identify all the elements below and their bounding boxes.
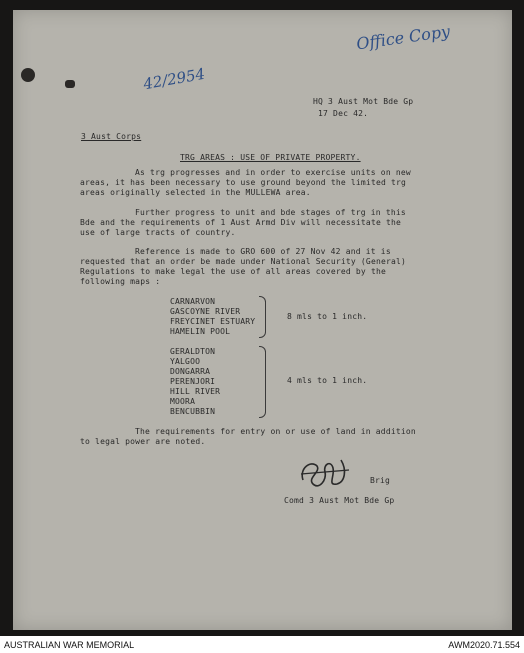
signature-title: Comd 3 Aust Mot Bde Gp xyxy=(284,496,395,505)
brace xyxy=(259,296,266,338)
map-scale-1: 8 mls to 1 inch. xyxy=(287,312,368,321)
hq-line: HQ 3 Aust Mot Bde Gp xyxy=(313,97,414,106)
signature-rank: Brig xyxy=(370,476,391,485)
addressee: 3 Aust Corps xyxy=(81,132,142,141)
office-copy-note: Office Copy xyxy=(355,21,452,54)
document-page xyxy=(13,10,512,630)
map-scale-2: 4 mls to 1 inch. xyxy=(287,376,368,385)
file-number-note: 42/2954 xyxy=(141,64,207,94)
punch-hole xyxy=(65,80,75,88)
map-group-2: GERALDTON YALGOO DONGARRA PERENJORI HILL RIVER MOORA BENCUBBIN xyxy=(170,347,221,416)
signature xyxy=(297,450,357,494)
brace xyxy=(259,346,266,418)
subject-heading: TRG AREAS : USE OF PRIVATE PROPERTY. xyxy=(180,153,361,162)
paragraph-1: As trg progresses and in order to exercise units on new areas, it has been necessary to use ground beyond the limited trg areas originally selected in the MULLEWA area. xyxy=(80,168,411,197)
paragraph-2: Further progress to unit and bde stages of trg in this Bde and the requirements of 1 Aust Armd Div will necessitate the use of large tracts of country. xyxy=(80,208,406,237)
footer-credit: AUSTRALIAN WAR MEMORIAL xyxy=(4,640,135,650)
closing-paragraph: The requirements for entry on or use of land in addition to legal power are noted. xyxy=(80,427,416,446)
punch-hole xyxy=(21,68,35,82)
paragraph-3: Reference is made to GRO 600 of 27 Nov 42 and it is requested that an order be made under National Security (General) Regulations to make legal the use of all areas covered by the following maps : xyxy=(80,247,407,286)
date-line: 17 Dec 42. xyxy=(318,109,369,118)
footer-catalogue-number: AWM2020.71.554 xyxy=(448,640,520,650)
map-group-1: CARNARVON GASCOYNE RIVER FREYCINET ESTUARY HAMELIN POOL xyxy=(170,297,256,336)
